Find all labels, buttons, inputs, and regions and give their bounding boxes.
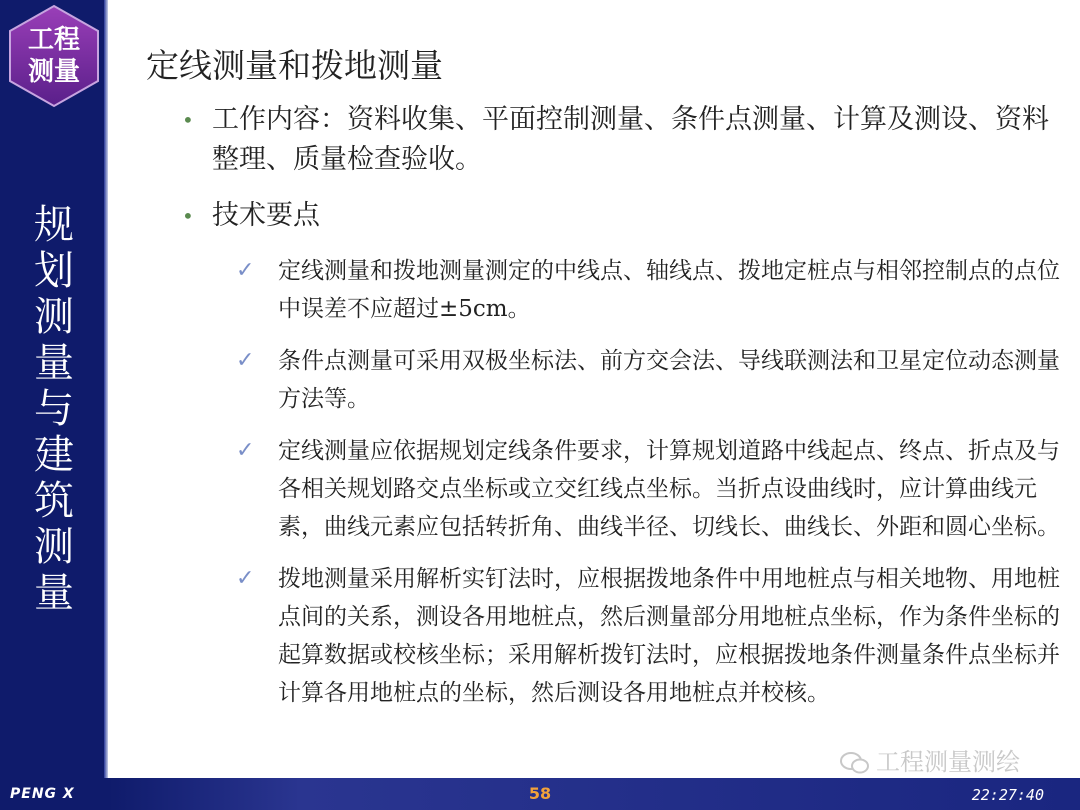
bullet-item	[180, 100, 1060, 180]
vertical-title-char: 量	[34, 340, 74, 386]
slide-title: 定线测量和拨地测量	[146, 46, 443, 85]
bullet-text: 技术要点	[212, 200, 320, 231]
vertical-title-char: 筑	[34, 478, 74, 524]
badge-line-1: 工程	[27, 25, 80, 55]
sub-item-text: 拨地测量采用解析实钉法时，应根据拨地条件中用地桩点与相关地物、用地桩点间的关系，测设各用地桩点，然后测量部分用地桩点坐标，作为条件坐标的起算数据或校核坐标；采用解析拨钉法时，应根据拨地条件测量条件点坐标并计算各用地桩点的坐标，然后测设各用地桩点并校核。	[278, 566, 1060, 706]
checkmark-icon: ✓	[236, 438, 255, 463]
vertical-title-char: 与	[34, 386, 74, 432]
slide-content	[180, 100, 1060, 726]
checkmark-icon: ✓	[236, 258, 255, 283]
bullet-dot-icon: •	[182, 204, 194, 228]
bullet-dot-icon: •	[182, 108, 194, 132]
sub-item-text: 定线测量应依据规划定线条件要求，计算规划道路中线起点、终点、折点及与各相关规划路交点坐标或立交红线点坐标。当折点设曲线时，应计算曲线元素，曲线元素应包括转折角、曲线半径、切线长、曲线长、外距和圆心坐标。	[278, 438, 1060, 540]
watermark	[840, 742, 1020, 777]
vertical-title-char: 划	[34, 248, 74, 294]
sub-item-text: 定线测量和拨地测量测定的中线点、轴线点、拨地定桩点与相邻控制点的点位中误差不应超过±5cm。	[278, 258, 1060, 322]
bullet-text: 工作内容：资料收集、平面控制测量、条件点测量、计算及测设、资料整理、质量检查验收。	[212, 104, 1049, 175]
logo-badge	[6, 4, 102, 108]
vertical-title-char: 测	[34, 294, 74, 340]
sub-item	[236, 560, 1060, 712]
vertical-course-title	[0, 202, 108, 616]
watermark-text: 工程测量测绘	[876, 748, 1020, 776]
author-label: PENG X	[10, 786, 75, 802]
checkmark-icon: ✓	[236, 348, 255, 373]
badge-line-2: 测量	[27, 57, 80, 87]
sub-item	[236, 252, 1060, 328]
bullet-item	[180, 196, 1060, 236]
wechat-icon	[840, 751, 870, 775]
checkmark-icon: ✓	[236, 566, 255, 591]
vertical-title-char: 规	[34, 202, 74, 248]
vertical-title-char: 建	[34, 432, 74, 478]
page-number: 58	[528, 784, 552, 803]
clock: 22:27:40	[971, 786, 1044, 804]
vertical-title-char: 量	[34, 570, 74, 616]
sub-item	[236, 432, 1060, 546]
sub-item-text: 条件点测量可采用双极坐标法、前方交会法、导线联测法和卫星定位动态测量方法等。	[278, 348, 1060, 412]
sub-item	[236, 342, 1060, 418]
vertical-title-char: 测	[34, 524, 74, 570]
